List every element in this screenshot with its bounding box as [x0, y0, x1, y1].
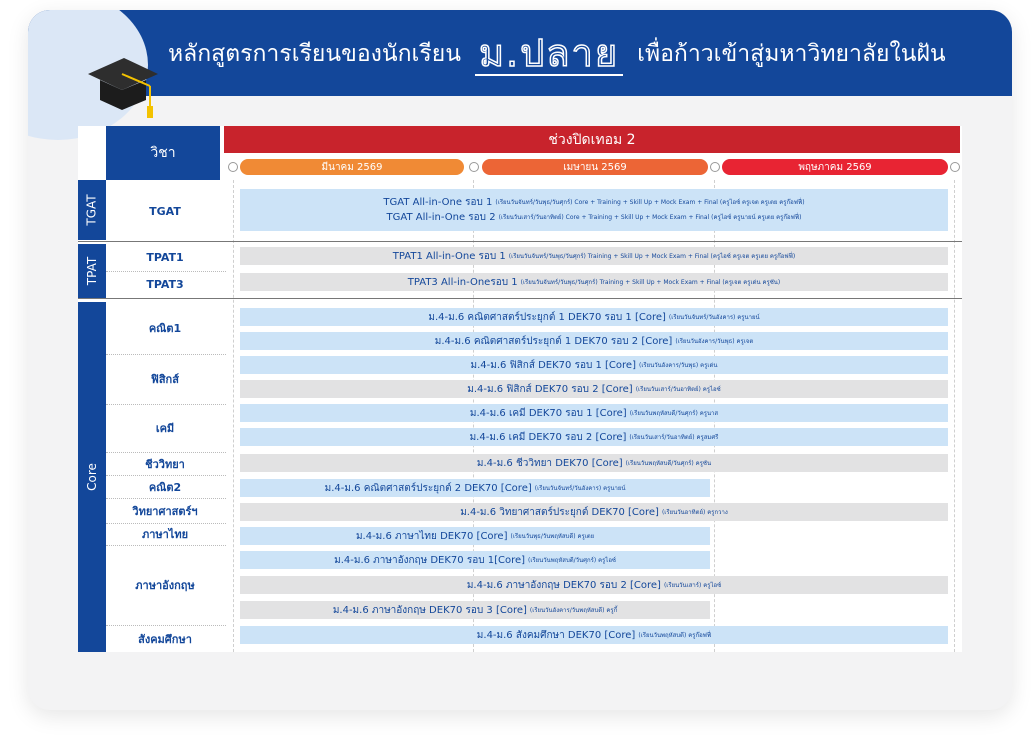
- month-march: มีนาคม 2569: [240, 159, 464, 175]
- subject-label: วิทยาศาสตร์ฯ: [132, 504, 198, 518]
- course-detail: (เรียนวันจันทร์/วันอังคาร) ครูนายน์: [668, 314, 760, 321]
- course-title: TGAT All-in-One รอบ 1: [383, 197, 493, 208]
- subject-label: คณิต1: [148, 322, 182, 335]
- course-bar: [240, 380, 948, 398]
- timeline-dot: [950, 162, 960, 172]
- course-detail: (เรียนวันอังคาร/วันพฤหัสบดี) ครูกี้: [529, 607, 618, 614]
- course-title: ม.4-ม.6 ภาษาอังกฤษ DEK70 รอบ 3 [Core]: [332, 604, 527, 616]
- course-title: TPAT3 All-in-Oneรอบ 1: [407, 276, 518, 288]
- timeline-divider: [233, 180, 234, 652]
- course-title: ม.4-ม.6 คณิตศาสตร์ประยุกต์ 2 DEK70 [Core]: [324, 482, 532, 494]
- course-bar: [240, 527, 710, 545]
- course-bar: [240, 551, 710, 569]
- subject-label: TGAT: [149, 204, 181, 218]
- course-detail: (เรียนวันจันทร์/วันพุธ/วันศุกร์) Core + Training + Skill Up + Mock Exam + Final (ครูไอซ์ ครูเจต ครูเตย ครูก๊อฟฟี่): [495, 199, 805, 206]
- course-detail: (เรียนวันอังคาร/วันพุธ) ครูเด่น: [638, 362, 718, 369]
- subject-label: คณิต2: [148, 480, 182, 494]
- course-detail: (เรียนวันพุธ/วันพฤหัสบดี) ครูเตย: [510, 533, 595, 540]
- course-bar: [240, 356, 948, 374]
- course-title: ม.4-ม.6 ภาษาไทย DEK70 [Core]: [355, 530, 508, 542]
- group-separator: [78, 298, 962, 299]
- title-highlight: ม.ปลาย: [475, 32, 623, 76]
- course-detail: (เรียนวันเสาร์/วันอาทิตย์) ครูไอซ์: [635, 386, 721, 393]
- course-bar: [240, 503, 948, 521]
- course-detail: (เรียนวันพฤหัสบดี/วันศุกร์) ครูไอซ์: [528, 557, 616, 564]
- course-bar: [240, 428, 948, 446]
- course-title: ม.4-ม.6 ฟิสิกส์ DEK70 รอบ 2 [Core]: [467, 383, 633, 395]
- course-detail: (เรียนวันจันทร์/วันพุธ/วันศุกร์) Training + Skill Up + Mock Exam + Final (ครูไอซ์ ครูเจต ครูเตย ครูก๊อฟฟี่): [508, 253, 796, 260]
- course-detail: (เรียนวันอาทิตย์) ครูกวาง: [661, 509, 728, 516]
- course-bar: [240, 479, 710, 497]
- group-label: [78, 180, 106, 240]
- course-detail: (เรียนวันจันทร์/วันอังคาร) ครูนายน์: [534, 485, 626, 492]
- subject-label: ภาษาอังกฤษ: [135, 579, 195, 592]
- course-detail: (เรียนวันเสาร์) ครูไอซ์: [663, 582, 722, 589]
- course-title: ม.4-ม.6 ชีววิทยา DEK70 [Core]: [476, 457, 623, 469]
- group-label: [78, 302, 106, 652]
- course-bar: [240, 626, 948, 644]
- course-bar: [240, 454, 948, 472]
- course-title: ม.4-ม.6 ฟิสิกส์ DEK70 รอบ 1 [Core]: [470, 359, 636, 371]
- course-title: TGAT All-in-One รอบ 2: [386, 212, 496, 223]
- course-title: ม.4-ม.6 เคมี DEK70 รอบ 2 [Core]: [469, 431, 627, 443]
- course-bar: [240, 332, 948, 350]
- course-title: ม.4-ม.6 คณิตศาสตร์ประยุกต์ 1 DEK70 รอบ 2 [Core]: [434, 335, 673, 347]
- graduation-cap-icon: [84, 52, 160, 122]
- subject-label: ภาษาไทย: [141, 528, 189, 541]
- course-line: [383, 195, 804, 210]
- course-line: [387, 210, 802, 225]
- course-title: ม.4-ม.6 เคมี DEK70 รอบ 1 [Core]: [469, 407, 627, 419]
- course-detail: (เรียนวันเสาร์/วันอาทิตย์) ครูสมศรี: [629, 434, 719, 441]
- course-title: ม.4-ม.6 ภาษาอังกฤษ DEK70 รอบ 2 [Core]: [466, 579, 661, 591]
- course-title: ม.4-ม.6 วิทยาศาสตร์ประยุกต์ DEK70 [Core]: [460, 506, 659, 518]
- course-bar: [240, 576, 948, 594]
- timeline-dot: [228, 162, 238, 172]
- course-title: ม.4-ม.6 ภาษาอังกฤษ DEK70 รอบ 1[Core]: [334, 554, 526, 566]
- subject-label: เคมี: [155, 422, 175, 435]
- course-bar: [240, 273, 948, 291]
- subject-label: TPAT1: [146, 251, 184, 264]
- group-label-text: TGAT: [85, 194, 99, 226]
- course-title: TPAT1 All-in-One รอบ 1: [392, 250, 506, 262]
- course-bar: [240, 601, 710, 619]
- timeline-dot: [469, 162, 479, 172]
- subject-label: ฟิสิกส์: [151, 373, 179, 386]
- month-may: พฤษภาคม 2569: [722, 159, 948, 175]
- title-after: เพื่อก้าวเข้าสู่มหาวิทยาลัยในฝัน: [637, 41, 946, 67]
- header-banner: [28, 10, 1012, 96]
- timeline-dot: [710, 162, 720, 172]
- subject-label: สังคมศึกษา: [138, 632, 192, 646]
- course-title: ม.4-ม.6 คณิตศาสตร์ประยุกต์ 1 DEK70 รอบ 1 [Core]: [428, 311, 666, 323]
- page-title: [168, 32, 946, 76]
- course-bar: [240, 189, 948, 231]
- timeline-divider: [954, 180, 955, 652]
- term-header: ช่วงปิดเทอม 2: [224, 126, 960, 153]
- schedule-table: [78, 126, 962, 652]
- course-bar: [240, 404, 948, 422]
- course-detail: (เรียนวันพฤหัสบดี) ครูก๊อฟฟี่: [638, 632, 712, 639]
- course-detail: (เรียนวันอังคาร/วันพุธ) ครูเจต: [675, 338, 754, 345]
- course-detail: (เรียนวันจันทร์/วันพุธ/วันศุกร์) Training + Skill Up + Mock Exam + Final (ครูเจต ครูเด่น ครูซัน): [520, 279, 781, 286]
- month-april: เมษายน 2569: [482, 159, 708, 175]
- subject-label: TPAT3: [146, 278, 184, 291]
- subject-label: ชีววิทยา: [145, 457, 185, 471]
- subject-column-header: วิชา: [106, 126, 220, 180]
- course-bar: [240, 308, 948, 326]
- course-bar: [240, 247, 948, 265]
- course-detail: (เรียนวันพฤหัสบดี/วันศุกร์) ครูซัน: [625, 460, 712, 467]
- group-label-text: TPAT: [85, 256, 99, 286]
- course-detail: (เรียนวันเสาร์/วันอาทิตย์) Core + Training + Skill Up + Mock Exam + Final (ครูไอซ์ ครูนายน์ ครูเตย ครูก๊อฟฟี่): [498, 214, 802, 221]
- course-detail: (เรียนวันพฤหัสบดี/วันศุกร์) ครูนาส: [629, 410, 719, 417]
- group-label-text: Core: [85, 463, 99, 491]
- course-title: ม.4-ม.6 สังคมศึกษา DEK70 [Core]: [476, 629, 636, 641]
- title-before: หลักสูตรการเรียนของนักเรียน: [168, 41, 461, 67]
- group-label: [78, 244, 106, 298]
